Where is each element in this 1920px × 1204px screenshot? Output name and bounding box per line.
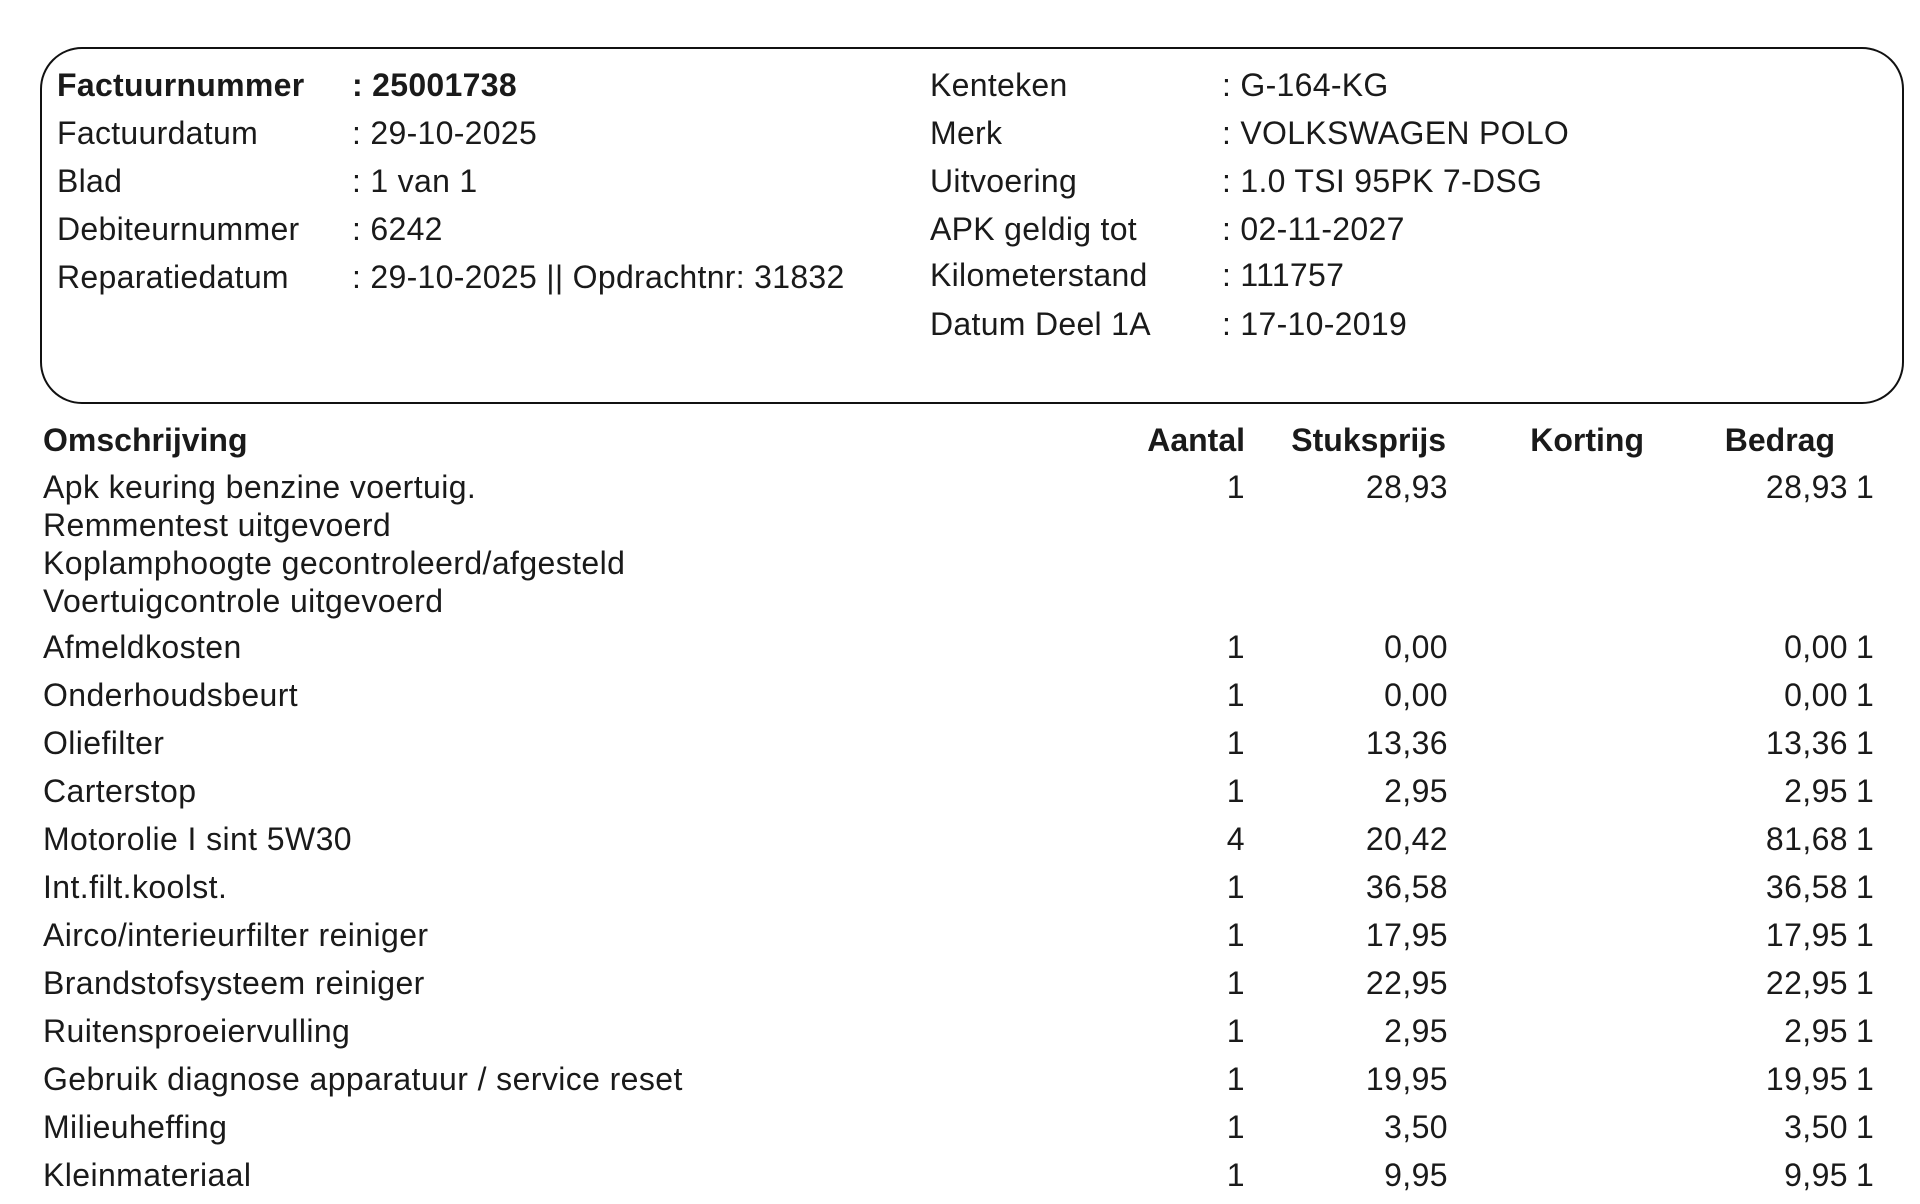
field-value: : 111757 (1222, 257, 1345, 293)
column-header-description: Omschrijving (43, 422, 248, 458)
row-unit-price: 36,58 (1365, 869, 1448, 905)
row-amount: 81,68 (1765, 821, 1848, 857)
field-label: Factuurnummer (57, 67, 305, 103)
row-subline: Koplamphoogte gecontroleerd/afgesteld (43, 545, 626, 581)
table-row (0, 964, 1920, 1012)
row-description: Oliefilter (43, 725, 165, 761)
row-unit-price: 28,93 (1365, 469, 1448, 505)
row-vat-code: 1 (1856, 629, 1875, 665)
row-vat-code: 1 (1856, 469, 1875, 505)
row-description: Airco/interieurfilter reiniger (43, 917, 429, 953)
field-value: : 25001738 (352, 67, 517, 103)
row-description: Gebruik diagnose apparatuur / service reset (43, 1061, 683, 1097)
row-quantity: 1 (1226, 1013, 1245, 1049)
row-description: Ruitensproeiervulling (43, 1013, 351, 1049)
table-row (0, 772, 1920, 820)
field-label: Blad (57, 163, 123, 199)
row-vat-code: 1 (1856, 965, 1875, 1001)
field-value: : 02-11-2027 (1222, 211, 1405, 247)
row-description: Onderhoudsbeurt (43, 677, 299, 713)
row-quantity: 1 (1226, 917, 1245, 953)
row-amount: 9,95 (1784, 1157, 1848, 1193)
row-quantity: 1 (1226, 773, 1245, 809)
row-unit-price: 20,42 (1365, 821, 1448, 857)
line-items-header (0, 420, 1920, 460)
row-description: Afmeldkosten (43, 629, 242, 665)
field-value: : 29-10-2025 (352, 115, 538, 151)
field-label: APK geldig tot (930, 211, 1137, 247)
row-quantity: 1 (1226, 965, 1245, 1001)
row-vat-code: 1 (1856, 725, 1875, 761)
field-label: Debiteurnummer (57, 211, 300, 247)
field-label: Kenteken (930, 67, 1068, 103)
field-value: : 17-10-2019 (1222, 306, 1408, 342)
row-description: Int.filt.koolst. (43, 869, 228, 905)
row-vat-code: 1 (1856, 917, 1875, 953)
field-label: Kilometerstand (930, 257, 1148, 293)
row-description: Brandstofsysteem reiniger (43, 965, 425, 1001)
row-unit-price: 0,00 (1384, 629, 1448, 665)
table-row (0, 1060, 1920, 1108)
row-description: Apk keuring benzine voertuig. (43, 469, 477, 505)
row-quantity: 1 (1226, 1157, 1245, 1193)
row-quantity: 1 (1226, 1109, 1245, 1145)
row-subline: Voertuigcontrole uitgevoerd (43, 583, 444, 619)
row-unit-price: 22,95 (1365, 965, 1448, 1001)
row-amount: 28,93 (1765, 469, 1848, 505)
field-value: : G-164-KG (1222, 67, 1389, 103)
row-amount: 3,50 (1784, 1109, 1848, 1145)
row-unit-price: 13,36 (1365, 725, 1448, 761)
row-vat-code: 1 (1856, 773, 1875, 809)
row-description: Motorolie I sint 5W30 (43, 821, 352, 857)
table-row (0, 676, 1920, 724)
field-value: : 29-10-2025 || Opdrachtnr: 31832 (352, 259, 845, 295)
row-unit-price: 3,50 (1384, 1109, 1448, 1145)
field-label: Reparatiedatum (57, 259, 289, 295)
row-description: Kleinmateriaal (43, 1157, 252, 1193)
row-vat-code: 1 (1856, 1013, 1875, 1049)
field-value: : 1 van 1 (352, 163, 478, 199)
row-vat-code: 1 (1856, 1157, 1875, 1193)
table-row (0, 820, 1920, 868)
field-value: : VOLKSWAGEN POLO (1222, 115, 1570, 151)
field-value: : 6242 (352, 211, 443, 247)
row-amount: 22,95 (1765, 965, 1848, 1001)
row-unit-price: 0,00 (1384, 677, 1448, 713)
row-unit-price: 19,95 (1365, 1061, 1448, 1097)
row-description: Milieuheffing (43, 1109, 228, 1145)
row-quantity: 1 (1226, 629, 1245, 665)
column-header-unit-price: Stuksprijs (1291, 422, 1446, 458)
table-row (0, 868, 1920, 916)
table-row (0, 724, 1920, 772)
row-amount: 36,58 (1765, 869, 1848, 905)
row-amount: 2,95 (1784, 773, 1848, 809)
table-row (0, 1108, 1920, 1156)
row-amount: 0,00 (1784, 629, 1848, 665)
column-header-amount: Bedrag (1724, 422, 1835, 458)
row-amount: 13,36 (1765, 725, 1848, 761)
field-label: Uitvoering (930, 163, 1078, 199)
row-quantity: 1 (1226, 469, 1245, 505)
row-vat-code: 1 (1856, 677, 1875, 713)
field-label: Factuurdatum (57, 115, 259, 151)
row-quantity: 1 (1226, 725, 1245, 761)
row-quantity: 1 (1226, 677, 1245, 713)
row-description: Carterstop (43, 773, 197, 809)
row-quantity: 1 (1226, 869, 1245, 905)
row-unit-price: 9,95 (1384, 1157, 1448, 1193)
table-row (0, 1156, 1920, 1204)
field-value: : 1.0 TSI 95PK 7-DSG (1222, 163, 1543, 199)
row-vat-code: 1 (1856, 821, 1875, 857)
table-row (0, 916, 1920, 964)
row-amount: 19,95 (1765, 1061, 1848, 1097)
row-unit-price: 17,95 (1365, 917, 1448, 953)
table-row (0, 1012, 1920, 1060)
field-label: Datum Deel 1A (930, 306, 1151, 342)
table-row (0, 468, 1920, 628)
row-vat-code: 1 (1856, 1061, 1875, 1097)
column-header-discount: Korting (1530, 422, 1644, 458)
table-row (0, 628, 1920, 676)
row-unit-price: 2,95 (1384, 1013, 1448, 1049)
row-amount: 0,00 (1784, 677, 1848, 713)
row-unit-price: 2,95 (1384, 773, 1448, 809)
row-quantity: 1 (1226, 1061, 1245, 1097)
column-header-quantity: Aantal (1147, 422, 1245, 458)
row-quantity: 4 (1226, 821, 1245, 857)
row-amount: 17,95 (1765, 917, 1848, 953)
field-label: Merk (930, 115, 1003, 151)
row-amount: 2,95 (1784, 1013, 1848, 1049)
row-vat-code: 1 (1856, 869, 1875, 905)
row-vat-code: 1 (1856, 1109, 1875, 1145)
row-subline: Remmentest uitgevoerd (43, 507, 392, 543)
